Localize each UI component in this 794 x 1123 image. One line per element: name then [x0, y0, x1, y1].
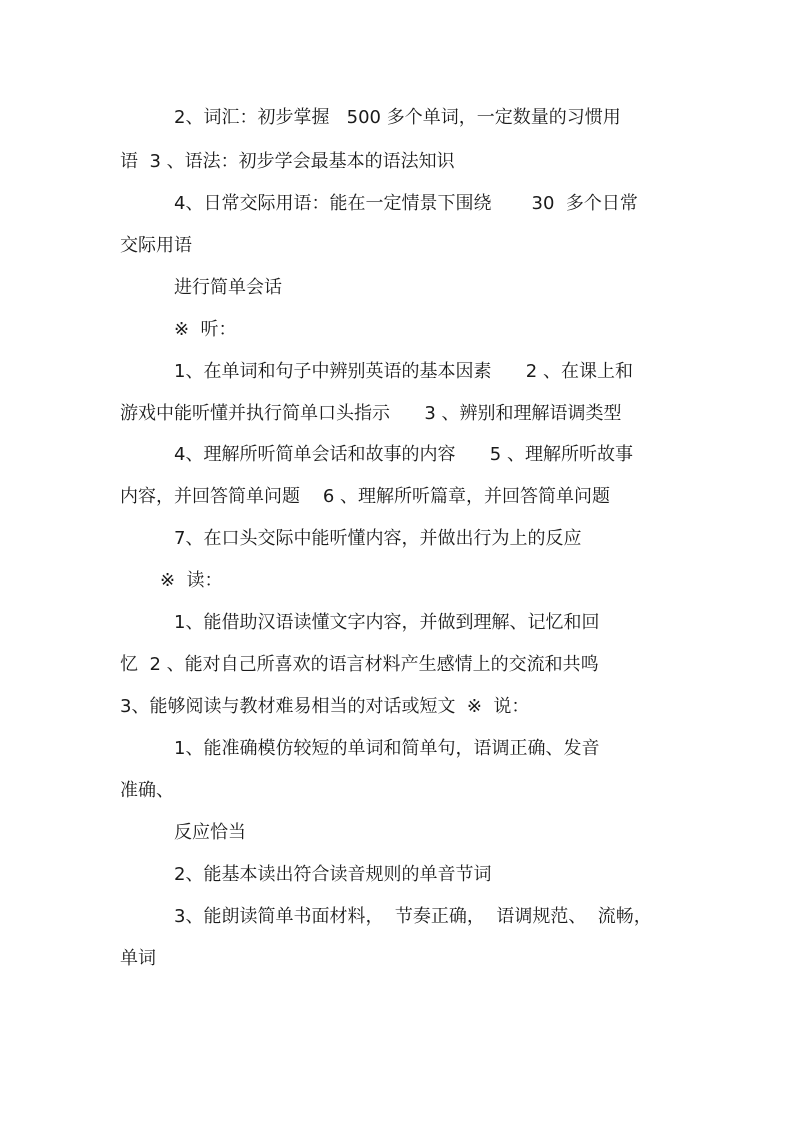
text-line-daily-expressions: 4、日常交际用语：能在一定情景下围绕 30 多个日常 [174, 193, 638, 214]
section-heading-listening: ※ 听： [174, 319, 237, 340]
text-line-listening-4: 内容，并回答简单问题 6 、理解所听篇章，并回答简单问题 [120, 486, 611, 507]
text-line-speaking-3: 反应恰当 [174, 822, 246, 843]
text-line-reading-2: 忆 2 、能对自己所喜欢的语言材料产生感情上的交流和共鸣 [120, 654, 599, 675]
text-line-speaking-1: 1、能准确模仿较短的单词和简单句，语调正确、发音 [174, 738, 600, 759]
text-line-listening-2: 游戏中能听懂并执行简单口头指示 3 、辨别和理解语调类型 [120, 403, 622, 424]
text-line-listening-5: 7、在口头交际中能听懂内容，并做出行为上的反应 [174, 528, 582, 549]
text-line-vocabulary: 2、词汇：初步掌握 500 多个单词，一定数量的习惯用 [174, 107, 621, 128]
text-line-reading-3: 3、能够阅读与教材难易相当的对话或短文 ※ 说： [120, 696, 530, 717]
text-line-reading-1: 1、能借助汉语读懂文字内容，并做到理解、记忆和回 [174, 612, 600, 633]
section-heading-reading: ※ 读： [160, 570, 223, 591]
text-line-listening-3: 4、理解所听简单会话和故事的内容 5 、理解所听故事 [174, 444, 633, 465]
text-line-speaking-4: 2、能基本读出符合读音规则的单音节词 [174, 864, 492, 885]
text-line-listening-1: 1、在单词和句子中辨别英语的基本因素 2 、在课上和 [174, 361, 633, 382]
text-line-grammar: 语 3 、语法：初步学会最基本的语法知识 [120, 151, 455, 172]
text-line-speaking-5: 3、能朗读简单书面材料， 节奏正确， 语调规范、 流畅， [174, 906, 652, 927]
text-line-speaking-6: 单词 [120, 948, 156, 969]
text-line-speaking-2: 准确、 [120, 780, 174, 801]
text-line-daily-expressions-cont: 交际用语 [120, 235, 192, 256]
text-line-simple-conversation: 进行简单会话 [174, 277, 282, 298]
